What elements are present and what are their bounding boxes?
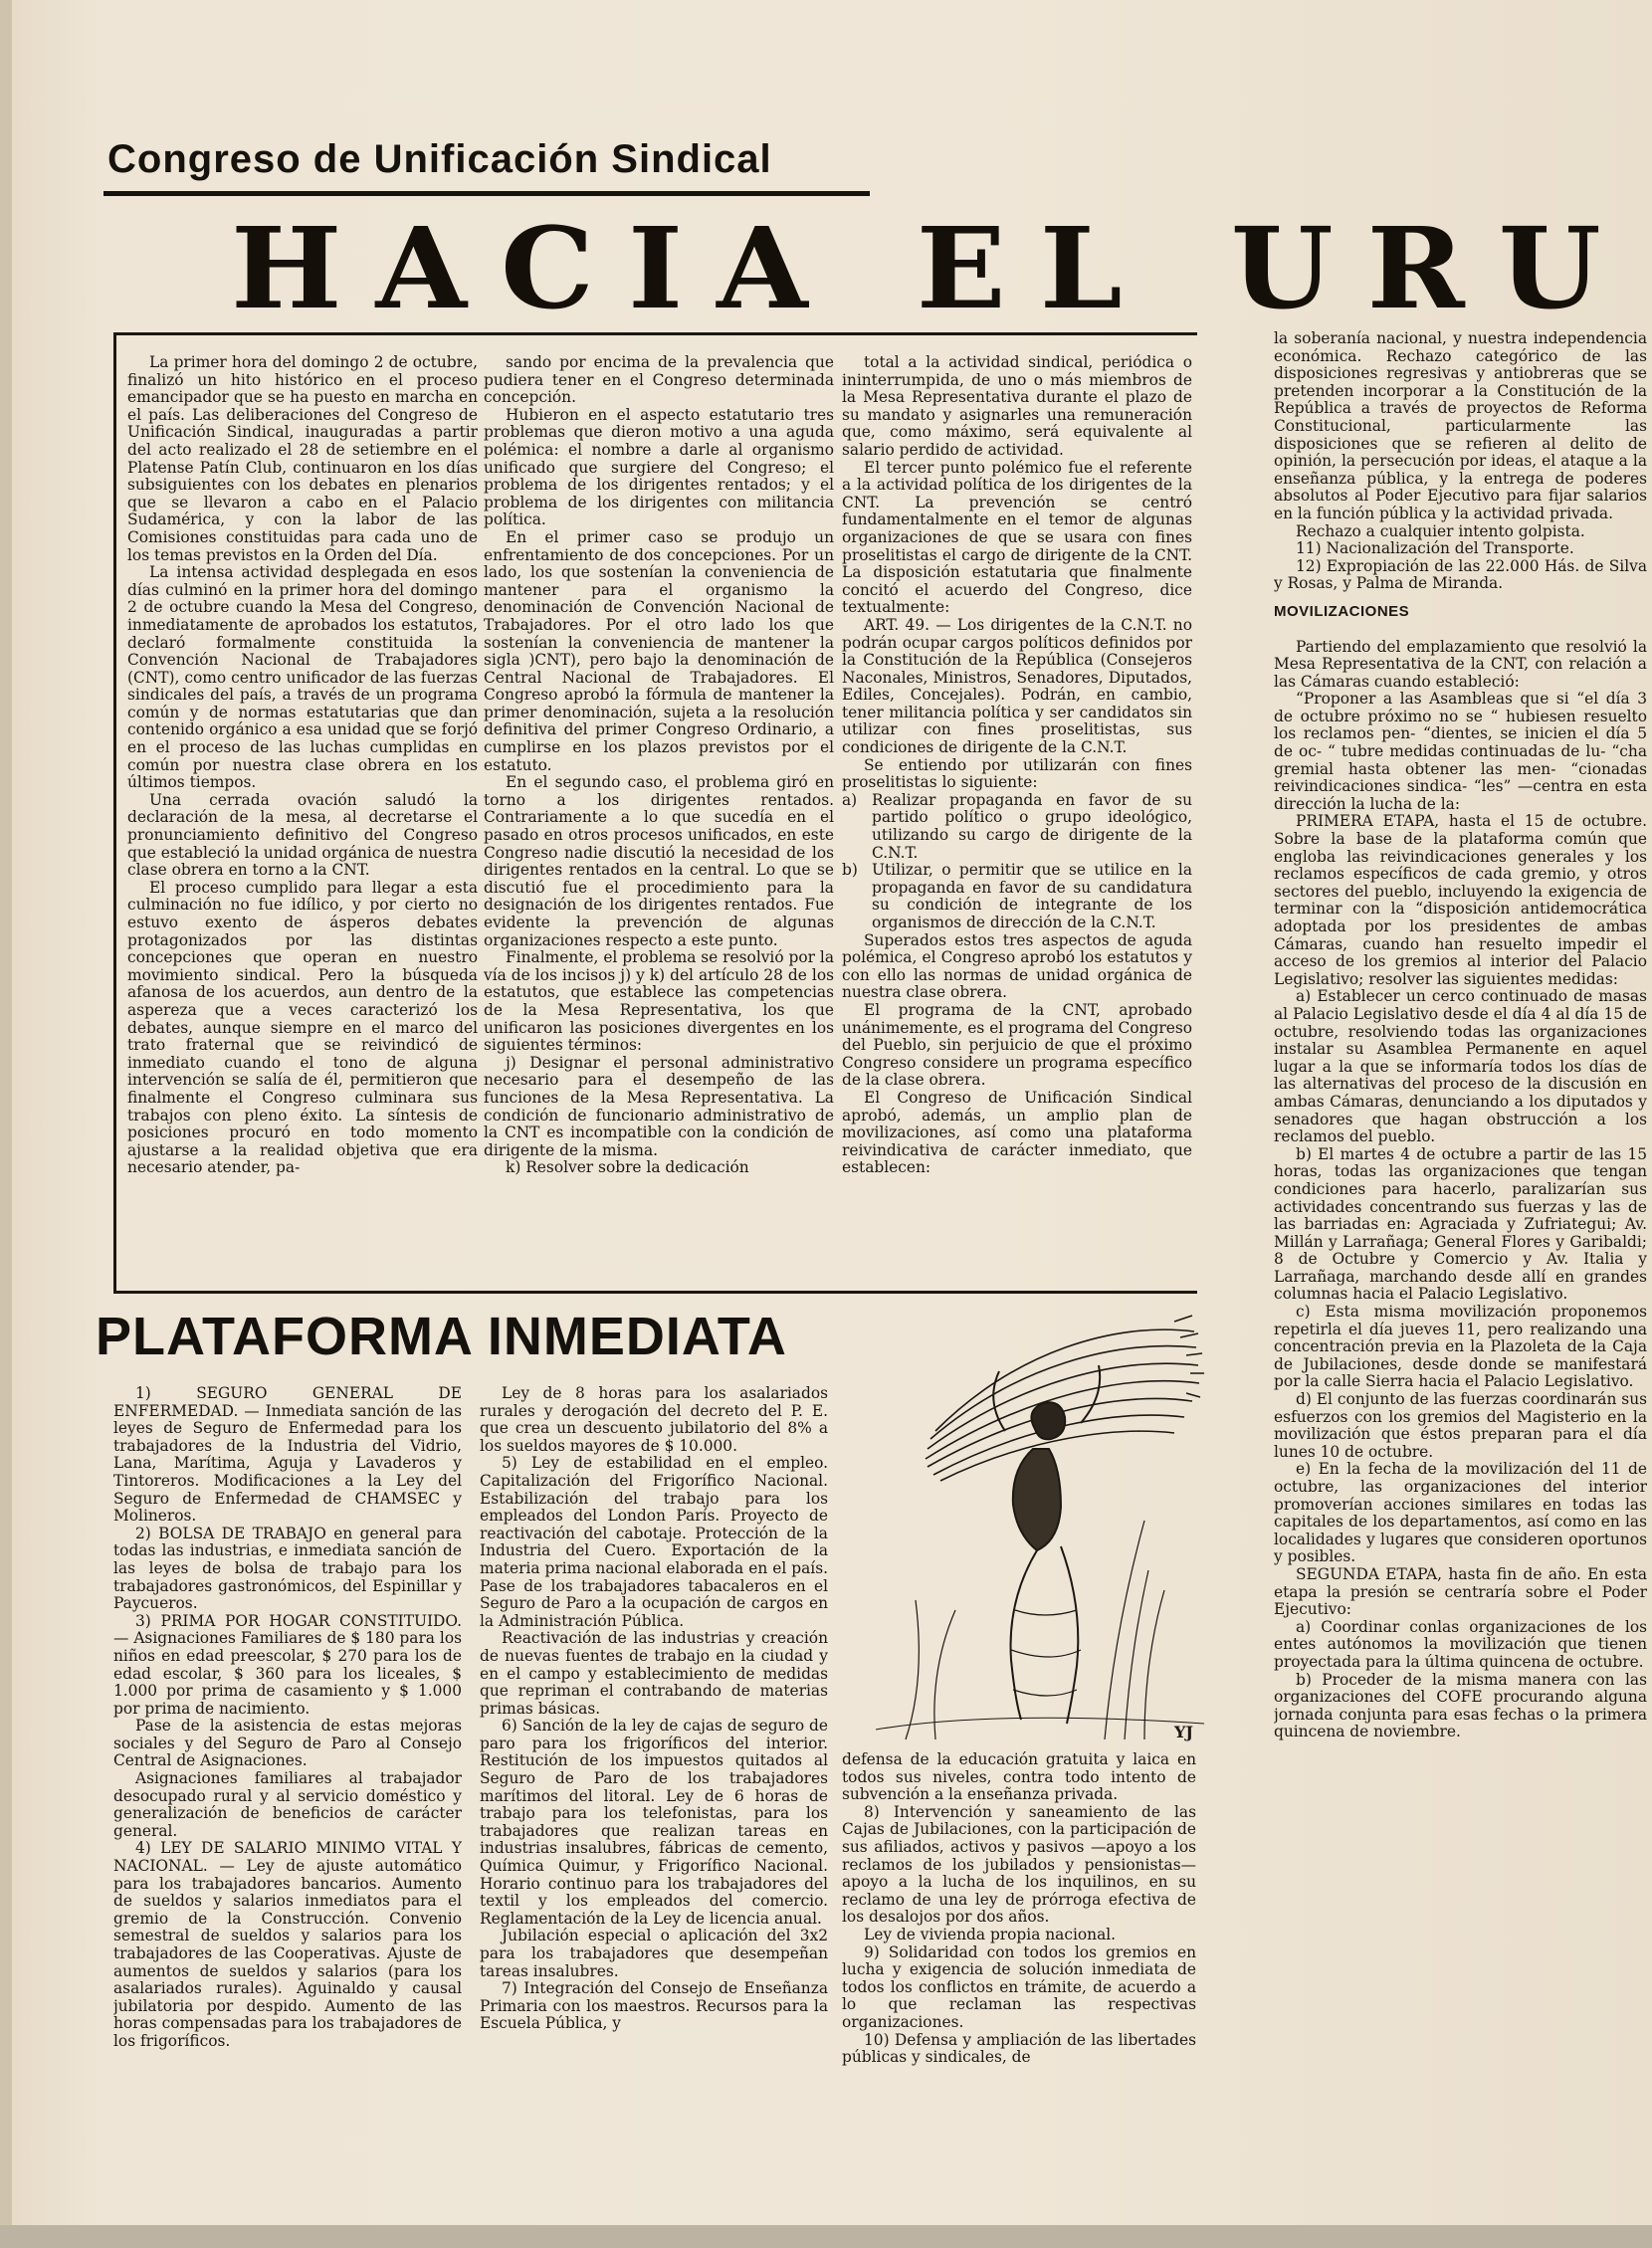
paragraph: la soberanía nacional, y nuestra independencia económica. Rechazo categórico de las disposiciones regresivas y antiobreras que se pretenden incorporar a la Constitución de la República a través de proyectos de Reforma Constitucional, particularmente las disposiciones que se refieren al delito de opinión, la persecución por ideas, el ataque a la enseñanza pública, y la entrega de poderes absolutos al Poder Ejecutivo para fijar salarios en la función pública y la actividad privada. <box>1274 330 1647 522</box>
paragraph: El proceso cumplido para llegar a esta culminación no fue idílico, y por cierto no estuvo exento de ásperos debates protagonizados por las distintas concepciones que operan en nuestro movimiento sindical. Pero la búsqueda afanosa de los acuerdos, aun dentro de la aspereza que a veces caracterizó los debates, aunque siempre en el marco del trato fraternal que se reivindicó de inmediato cuando el tono de alguna intervención se salía de él, permitieron que finalmente el Congreso culminara sus trabajos con pleno éxito. La síntesis de posiciones procuró en todo momento ajustarse a la realidad objetiva que era necesario atender, pa- <box>127 878 478 1177</box>
paragraph: Se entiendo por utilizarán con fines proselitistas lo siguiente: <box>842 755 1192 792</box>
paragraph: 7) Integración del Consejo de Enseñanza Primaria con los maestros. Recursos para la Escuela Pública, y <box>480 1979 828 2033</box>
paragraph: Pase de la asistencia de estas mejoras sociales y del Seguro de Paro al Consejo Central de Asignaciones. <box>113 1717 462 1770</box>
paragraph: defensa de la educación gratuita y laica en todos sus niveles, contra todo intento de subvención a la enseñanza privada. <box>842 1751 1196 1804</box>
paragraph: Hubieron en el aspecto estatutario tres problemas que dieron motivo a una aguda polémica: el nombre a darle al organismo unificado que surgiere del Congreso; el problema de los dirigentes rentados; y el problema de los dirigentes con militancia política. <box>484 405 834 529</box>
paragraph: total a la actividad sindical, periódica o ininterrumpida, de uno o más miembros de la Mesa Representativa durante el plazo de su mandato y asignarles una remuneración que, como máximo, será equivalente al salario perdido de actividad. <box>842 354 1192 459</box>
paragraph: Asignaciones familiares al trabajador desocupado rural y al servicio doméstico y generalización de beneficios de carácter general. <box>113 1769 462 1840</box>
paragraph: Ley de 8 horas para los asalariados rurales y derogación del decreto del P. E. que crea un descuento jubilatorio del 8% a los sueldos mayores de $ 10.000. <box>480 1385 828 1455</box>
paragraph: j) Designar el personal administrativo necesario para el desempeño de las funciones de la Mesa Representativa. La condición de funcionario administrativo de la CNT es incompatible con la condición de dirigente de la misma. <box>484 1053 834 1159</box>
statute-article: ART. 49. — Los dirigentes de la C.N.T. no podrán ocupar cargos políticos definidos por la Constitución de la República (Consejeros Naconales, Ministros, Senadores, Diputados, Ediles, Concejales). Podrán, en cambio, tener militancia política y ser candidatos sin utilizar con fines proselitistas, sus condiciones de dirigente de la C.N.T. <box>842 615 1192 757</box>
article-column-4 <box>1274 330 1647 2169</box>
list-key: a) <box>842 790 858 809</box>
paragraph: PRIMERA ETAPA, hasta el 15 de octubre. Sobre la base de la plataforma común que engloba las reivindicaciones generales y los reclamos específicos de cada gremio, y otros sectores del pueblo, incluyendo la exigencia de terminar con la “disposición antidemocrática adoptada por los presidentes de ambas Cámaras, cuando han resuelto impedir el acceso de los gremios al interior del Palacio Legislativo; resolver las siguientes medidas: <box>1274 812 1647 988</box>
paragraph: El Congreso de Unificación Sindical aprobó, además, un amplio plan de movilizaciones, así como una plataforma reivindicativa de carácter inmediato, que establecen: <box>842 1088 1192 1177</box>
section-kicker: Congreso de Unificación Sindical <box>107 137 772 181</box>
paragraph: a) Establecer un cerco continuado de masas al Palacio Legislativo desde el día 4 al día 15 de octubre, resolviendo todas las organizaciones instalar su Asamblea Permanente en aquel lugar a la que se informaría todos los días de las alternativas del proceso de la discusión en ambas Cámaras, denunciando a los diputados y senadores que hagan obstrucción a los reclamos del pueblo. <box>1274 987 1647 1146</box>
paragraph: 4) LEY DE SALARIO MINIMO VITAL Y NACIONAL. — Ley de ajuste automático para los trabajadores bancarios. Aumento de sueldos y salarios inmediatos para el gremio de la Construcción. Convenio semestral de sueldos y salarios para los trabajadores de las Cooperativas. Ajuste de aumentos de sueldos y salarios (para los asalariados rurales). Aguinaldo y causal jubilatoria por despido. Aumento de las horas compensadas para los trabajadores de los frigoríficos. <box>113 1839 462 2050</box>
paragraph: El tercer punto polémico fue el referente a la actividad política de los dirigentes de la CNT. La prevención se centró fundamentalmente en el temor de algunas organizaciones de que se usara con fines proselitistas el cargo de dirigente de la CNT. La disposición estatutaria que finalmente concitó el acuerdo del Congreso, dice textualmente: <box>842 458 1192 617</box>
paragraph: 5) Ley de estabilidad en el empleo. Capitalización del Frigorífico Nacional. Estabilización del trabajo para los empleados del London París. Proyecto de reactivación del cabotaje. Protección de la Industria del Cuero. Exportación de la materia prima nacional elaborada en el país. Pase de los trabajadores tabacaleros en el Seguro de Paro a la ocupación de cargos en la Administración Pública. <box>480 1454 828 1630</box>
subheading-movilizaciones: MOVILIZACIONES <box>1274 602 1410 620</box>
paragraph: 12) Expropiación de las 22.000 Hás. de Silva y Rosas, y Palma de Miranda. <box>1274 556 1647 593</box>
paragraph: a) Coordinar conlas organizaciones de los entes autónomos la movilización que tienen proyectada para la última quincena de octubre. <box>1274 1617 1647 1671</box>
article-column-1 <box>127 354 478 1280</box>
paragraph: d) El conjunto de las fuerzas coordinarán sus esfuerzos con los gremios del Magisterio en la movilización que éstos preparan para el día lunes 10 de octubre. <box>1274 1390 1647 1461</box>
paragraph: En el segundo caso, el problema giró en torno a los dirigentes rentados. Contrariamente a lo que sucedía en el pasado en otros procesos unificados, en este Congreso nadie discutió la necesidad de los dirigentes rentados en la central. Lo que se discutió fue el procedimiento para la designación de los dirigentes rentados. Fue evidente la prevención de algunas organizaciones respecto a este punto. <box>484 773 834 949</box>
paragraph: 6) Sanción de la ley de cajas de seguro de paro para los frigoríficos del interior. Restitución de los impuestos quitados al Seguro de Paro de los trabajadores marítimos del litoral. Ley de 6 horas de trabajo para los telefonistas, para los trabajadores que realizan tareas en industrias insalubres, fábricas de cemento, Química Quimur, y Frigorífico Nacional. Horario continuo para los trabajadores del textil y los empleados del comercio. Reglamentación de la Ley de licencia anual. <box>480 1717 828 1928</box>
kicker-underline <box>103 191 870 196</box>
paragraph: 1) SEGURO GENERAL DE ENFERMEDAD. — Inmediata sanción de las leyes de Seguro de Enfermedad para los trabajadores de la Industria del Vidrio, Lana, Marítima, Aguja y Lavaderos y Tintoreros. Modificaciones a la Ley del Seguro de Enfermedad de CHAMSEC y Molineros. <box>113 1385 462 1526</box>
paragraph: 2) BOLSA DE TRABAJO en general para todas las industrias, e inmediata sanción de las leyes de bolsa de trabajo para los trabajadores gastronómicos, del Espinillar y Paycueros. <box>113 1524 462 1613</box>
list-text: Realizar propaganda en favor de su partido político o grupo ideológico, utilizando su cargo de dirigente de la C.N.T. <box>872 790 1192 862</box>
scan-edge-bottom <box>0 2225 1652 2248</box>
reeds <box>876 1521 1204 1739</box>
paragraph: 11) Nacionalización del Transporte. <box>1296 539 1574 558</box>
article-column-2 <box>484 354 834 1280</box>
paragraph: Superados estos tres aspectos de aguda polémica, el Congreso aprobó los estatutos y con ello las normas de unidad orgánica de nuestra clase obrera. <box>842 930 1192 1002</box>
paragraph: Rechazo a cualquier intento golpista. <box>1296 521 1585 540</box>
paragraph: SEGUNDA ETAPA, hasta fin de año. En esta etapa la presión se centraría sobre el Poder Ejecutivo: <box>1274 1564 1647 1619</box>
paragraph: sando por encima de la prevalencia que pudiera tener en el Congreso determinada concepción. <box>484 354 834 407</box>
paragraph: En el primer caso se produjo un enfrentamiento de dos concepciones. Por un lado, los que sostenían la conveniencia de mantener para el organismo la denominación de Convención Nacional de Trabajadores. Por el otro lado los que sostenían la conveniencia de mantener la sigla )CNT), pero bajo la denominación de Central Nacional de Trabajadores. El Congreso aprobó la fórmula de mantener la primer denominación, sujeta a la resolución definitiva del primer Congreso Ordinario, a cumplirse en los plazos previstos por el estatuto. <box>484 527 834 774</box>
list-text: Utilizar, o permitir que se utilice en la propaganda en favor de su candidatura su condición de integrante de los organismos de dirección de la C.N.T. <box>872 861 1192 931</box>
paragraph: e) En la fecha de la movilización del 11 de octubre, las organizaciones del interior promoverían acciones similares en todas las capitales de los departamentos, así como en las localidades y lugares que consideren oportunos y posibles. <box>1274 1460 1647 1566</box>
plataforma-column-1 <box>113 1385 462 2142</box>
paragraph: k) Resolver sobre la dedicación <box>506 1158 749 1177</box>
paragraph: El programa de la CNT, aprobado unánimemente, es el programa del Congreso del Pueblo, sin perjuicio de que el próximo Congreso considere un programa específico de la clase obrera. <box>842 1000 1192 1090</box>
paragraph: Partiendo del emplazamiento que resolvió la Mesa Representativa de la CNT, con relación a las Cámaras cuando estableció: <box>1274 637 1647 691</box>
list-key: b) <box>842 861 858 880</box>
paragraph: b) El martes 4 de octubre a partir de las 15 horas, todas las organizaciones que tengan condiciones para hacerlo, paralizarían sus actividades concentrando sus fuerzas y las de las barriadas en: Agraciada y Zufriategui; Av. Millán y Larrañaga; General Flores y Garibaldi; 8 de Octubre y Comercio y Av. Italia y Larrañaga, marchando desde allí en grandes columnas hacia el Palacio Legislativo. <box>1274 1144 1647 1304</box>
article-column-3 <box>842 354 1192 1280</box>
paragraph: La intensa actividad desplegada en esos días culminó en la primer hora del domingo 2 de octubre cuando la Mesa del Congreso, inmediatamente de aprobados los estatutos, declaró formalmente constituida la Convención Nacional de Trabajadores (CNT), como centro unificador de las fuerzas sindicales del país, a través de un programa común y de normas estatutarias que dan contenido orgánico a esa unidad que se forjó en el proceso de las luchas cumplidas en común por nuestra clase obrera en los últimos tiempos. <box>127 563 478 792</box>
headline: HACIA EL URU <box>231 202 1635 327</box>
quote-paragraph: “Proponer a las Asambleas que si “el día 3 de octubre próximo no se “ hubiesen resuelto los reclamos pen- “dientes, se inicien el día 5 de oc- “ tubre medidas continuadas de lu- “cha gremial hasta obtener las men- “cionadas reivindicaciones sindica- “les” —centra en esta dirección la lucha de la: <box>1274 690 1647 813</box>
paragraph: Ley de vivienda propia nacional. <box>864 1925 1117 1943</box>
plataforma-column-3 <box>842 1751 1196 2179</box>
paragraph: 8) Intervención y saneamiento de las Cajas de Jubilaciones, con la participación de sus afiliados, activos y pasivos —apoyo a los reclamos de los jubilados y pensionistas— apoyo a la lucha de los inquilinos, en su reclamo de una ley de prórroga efectiva de los desalojos por dos años. <box>842 1802 1196 1927</box>
paragraph: 10) Defensa y ampliación de las libertades públicas y sindicales, de <box>842 2030 1196 2067</box>
list-item <box>842 862 1192 931</box>
paragraph: Una cerrada ovación saludó la declaración de la mesa, al decretarse el pronunciamiento definitivo del Congreso que estableció la unidad orgánica de nuestra clase obrera en torno a la CNT. <box>127 790 478 880</box>
paragraph: 9) Solidaridad con todos los gremios en lucha y exigencia de solución inmediata de todos los conflictos en trámite, de acuerdo a lo que reclaman las respectivas organizaciones. <box>842 1942 1196 2031</box>
woman-figure <box>993 1365 1100 1724</box>
paragraph: La primer hora del domingo 2 de octubre, finalizó un hito histórico en el proceso emancipador que se ha puesto en marcha en el país. Las deliberaciones del Congreso de Unificación Sindical, inauguradas a partir del acto realizado el 28 de setiembre en el Platense Patín Club, continuaron en los días subsiguientes con los debates en plenarios que se llevaron a cabo en el Palacio Sudamérica, y con la labor de las Comisiones constituidas para cada uno de los temas previstos en la Orden del Día. <box>127 354 478 564</box>
plataforma-title: PLATAFORMA INMEDIATA <box>96 1307 787 1366</box>
scan-edge-left <box>0 0 12 2248</box>
paragraph: c) Esta misma movilización proponemos repetirla el día jueves 11, pero realizando una concentración previa en la Plazoleta de la Caja de Jubilaciones, desde donde se manifestará por la calle Sierra hacia el Palacio Legislativo. <box>1274 1303 1647 1391</box>
paragraph: 3) PRIMA POR HOGAR CONSTITUIDO. — Asignaciones Familiares de $ 180 para los niños en edad preescolar, $ 270 para los de edad escolar, $ 360 para los liceales, $ 1.000 por prima de casamiento y $ 1.000 por prima de nacimiento. <box>113 1611 462 1718</box>
wheat-sheaf <box>926 1316 1204 1481</box>
illustration-signature: YJ <box>1174 1723 1193 1741</box>
paragraph: b) Proceder de la misma manera con las organizaciones del COFE procurando alguna jornada conjunta para esas fechas o la primera quincena de noviembre. <box>1274 1670 1647 1741</box>
paragraph: Jubilación especial o aplicación del 3x2 para los trabajadores que desempeñan tareas insalubres. <box>480 1927 828 1980</box>
paragraph: Reactivación de las industrias y creación de nuevas fuentes de trabajo en la ciudad y en el campo y establecimiento de medidas que repriman el contrabando de materias primas básicas. <box>480 1629 828 1718</box>
paragraph: Finalmente, el problema se resolvió por la vía de los incisos j) y k) del artículo 28 de los estatutos, que establece las competencias de la Mesa Representativa, los que unificaron las posiciones divergentes en los siguientes términos: <box>484 948 834 1055</box>
woman-carrying-sheaf-illustration <box>876 1312 1204 1745</box>
list-item <box>842 792 1192 862</box>
plataforma-column-2 <box>480 1385 828 2176</box>
